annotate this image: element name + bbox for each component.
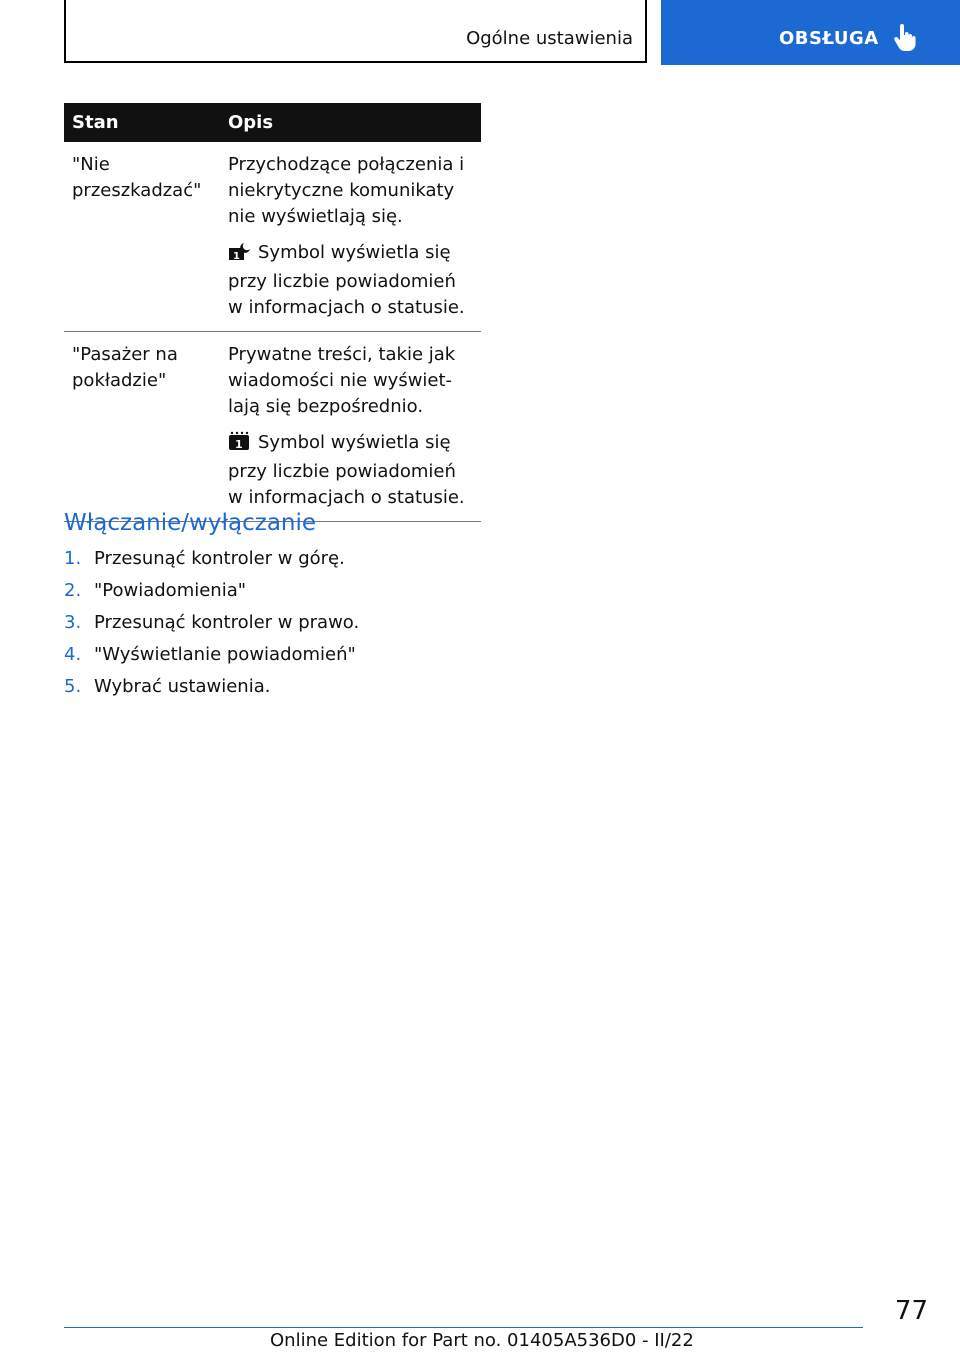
chapter-tab [661, 0, 960, 65]
step-number: 2. [64, 580, 82, 601]
list-item [64, 609, 359, 641]
step-text: "Wyświetlanie powiadomień" [94, 644, 356, 665]
passenger-symbol-icon [228, 431, 252, 459]
pointing-hand-icon [893, 24, 917, 56]
symbol-note [228, 430, 473, 511]
list-item [64, 641, 359, 673]
step-number: 3. [64, 612, 82, 633]
symbol-note-text: Symbol wyświetla się przy liczbie powiadomień w informacjach o statusie. [228, 242, 465, 318]
list-item [64, 673, 359, 705]
table-row [64, 332, 481, 522]
step-text: Wybrać ustawienia. [94, 676, 271, 697]
section-heading: Włączanie/wyłączanie [64, 510, 317, 536]
column-header-opis: Opis [220, 103, 481, 142]
step-text: "Powiadomienia" [94, 580, 247, 601]
page-number: 77 [894, 1296, 928, 1326]
list-item [64, 577, 359, 609]
svg-text:1: 1 [235, 438, 243, 451]
chapter-label: OBSŁUGA [779, 28, 879, 49]
step-number: 4. [64, 644, 82, 665]
symbol-note-text: Symbol wyświetla się przy liczbie powiadomień w informacjach o statusie. [228, 432, 465, 508]
status-cell: "Nie przeszkadzać" [64, 142, 220, 332]
header-section-box [64, 0, 647, 63]
steps-list [64, 545, 359, 705]
description-cell [220, 142, 481, 332]
svg-text:1: 1 [233, 251, 240, 261]
description-text: Prywatne treści, takie jak wiadomości nie wyświet-lają się bezpośrednio. [228, 344, 456, 417]
step-number: 5. [64, 676, 82, 697]
do-not-disturb-symbol-icon [228, 241, 252, 269]
footer-divider [64, 1327, 863, 1328]
table-header-row [64, 103, 481, 142]
status-table [64, 103, 481, 522]
edition-footer: Online Edition for Part no. 01405A536D0 - II/22 [270, 1330, 694, 1351]
column-header-stan: Stan [64, 103, 220, 142]
symbol-note [228, 240, 473, 321]
step-text: Przesunąć kontroler w prawo. [94, 612, 360, 633]
list-item [64, 545, 359, 577]
step-number: 1. [64, 548, 82, 569]
section-title: Ogólne ustawienia [466, 28, 633, 49]
step-text: Przesunąć kontroler w górę. [94, 548, 345, 569]
status-cell: "Pasażer na pokładzie" [64, 332, 220, 522]
description-cell [220, 332, 481, 522]
table-row [64, 142, 481, 332]
description-text: Przychodzące połączenia i niekrytyczne komunikaty nie wyświetlają się. [228, 154, 465, 227]
